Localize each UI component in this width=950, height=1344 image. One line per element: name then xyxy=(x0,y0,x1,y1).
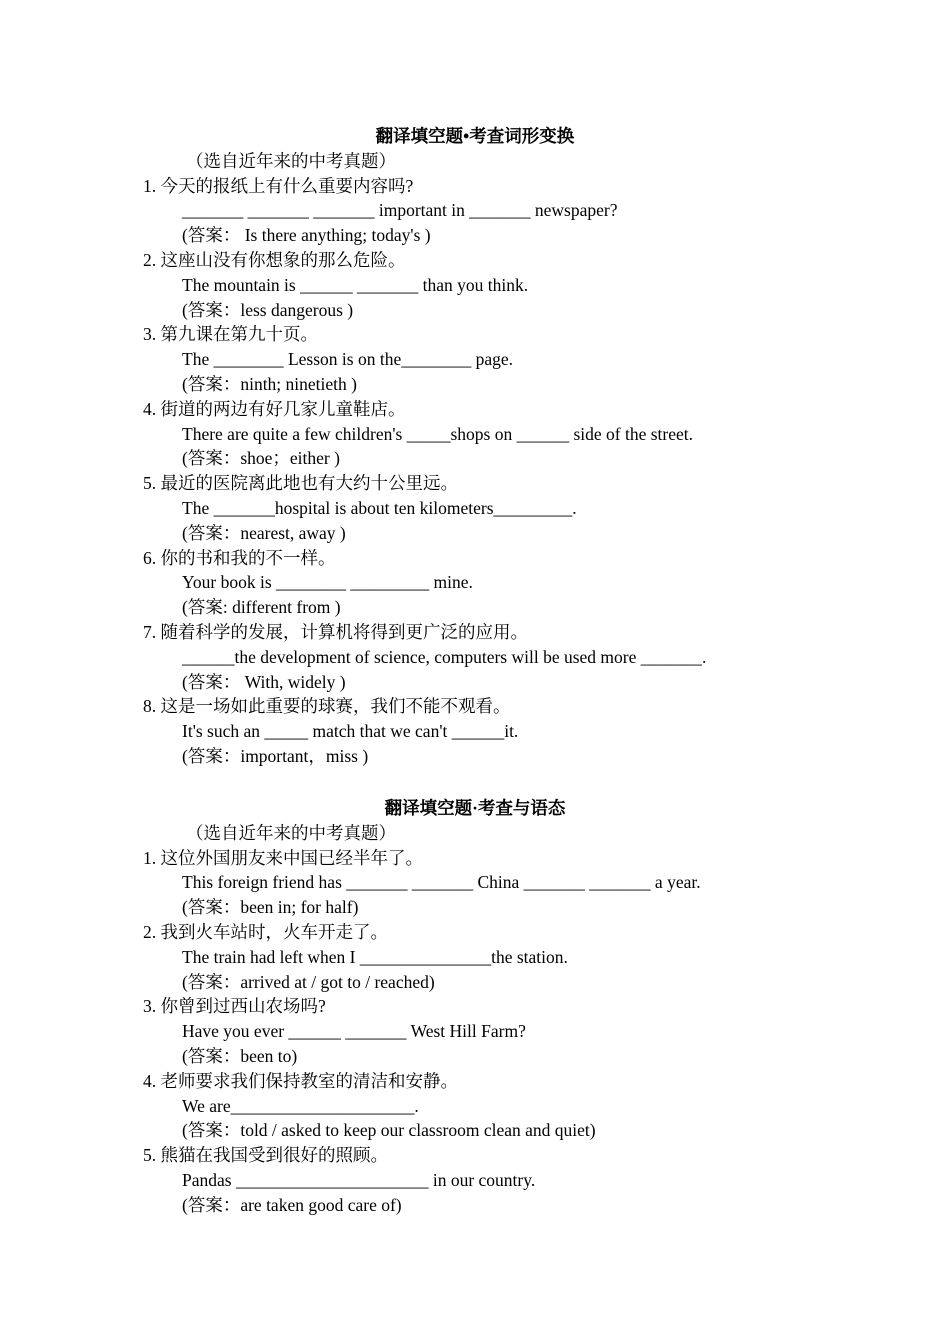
section-title: 翻译填空题•考查词形变换 xyxy=(375,126,575,146)
english-sentence: Have you ever ______ _______ West Hill Farm? xyxy=(182,1021,526,1042)
answer-text: (答案：are taken good care of) xyxy=(182,1194,402,1215)
section-source: （选自近年来的中考真题） xyxy=(186,150,396,171)
english-sentence: The _______hospital is about ten kilometers_________. xyxy=(182,497,577,518)
english-sentence: The mountain is ______ _______ than you think. xyxy=(182,274,529,295)
question-text: 2. 我到火车站时，火车开走了。 xyxy=(143,921,388,942)
question-text: 1. 今天的报纸上有什么重要内容吗? xyxy=(143,175,414,196)
answer-text: (答案：ninth; ninetieth ) xyxy=(182,373,357,394)
question-text: 3. 第九课在第九十页。 xyxy=(143,324,318,345)
question-text: 6. 你的书和我的不一样。 xyxy=(143,547,336,568)
question-text: 7. 随着科学的发展，计算机将得到更广泛的应用。 xyxy=(143,621,528,642)
english-sentence: It's such an _____ match that we can't ______it. xyxy=(182,721,519,742)
english-sentence: We are_____________________. xyxy=(182,1095,419,1116)
answer-text: (答案： Is there anything; today's ) xyxy=(182,225,431,246)
english-sentence: This foreign friend has _______ _______ China _______ _______ a year. xyxy=(182,872,701,893)
answer-text: (答案：arrived at / got to / reached) xyxy=(182,971,435,992)
section-title: 翻译填空题·考查与语态 xyxy=(384,798,566,818)
english-sentence: Pandas ______________________ in our country. xyxy=(182,1169,536,1190)
answer-text: (答案：been in; for half) xyxy=(182,897,359,918)
answer-text: (答案：shoe；either ) xyxy=(182,448,340,469)
answer-text: (答案：less dangerous ) xyxy=(182,299,354,320)
question-text: 4. 街道的两边有好几家儿童鞋店。 xyxy=(143,398,406,419)
question-text: 2. 这座山没有你想象的那么危险。 xyxy=(143,249,406,270)
question-text: 5. 最近的医院离此地也有大约十公里远。 xyxy=(143,473,458,494)
answer-text: (答案：important，miss ) xyxy=(182,745,369,766)
english-sentence: ______the development of science, computers will be used more _______. xyxy=(182,646,707,667)
section-word-formation xyxy=(0,124,950,769)
question-text: 4. 老师要求我们保持教室的清洁和安静。 xyxy=(143,1070,458,1091)
section-source: （选自近年来的中考真题） xyxy=(186,822,396,843)
english-sentence: The ________ Lesson is on the________ page. xyxy=(182,349,513,370)
section-voice xyxy=(0,796,950,1218)
question-text: 3. 你曾到过西山农场吗? xyxy=(143,996,326,1017)
question-text: 8. 这是一场如此重要的球赛，我们不能不观看。 xyxy=(143,696,511,717)
question-text: 5. 熊猫在我国受到很好的照顾。 xyxy=(143,1145,388,1166)
answer-text: (答案: different from ) xyxy=(182,597,341,618)
answer-text: (答案：told / asked to keep our classroom clean and quiet) xyxy=(182,1120,596,1141)
english-sentence: There are quite a few children's _____shops on ______ side of the street. xyxy=(182,423,693,444)
answer-text: (答案： With, widely ) xyxy=(182,671,346,692)
english-sentence: The train had left when I _______________the station. xyxy=(182,946,568,967)
english-sentence: _______ _______ _______ important in _______ newspaper? xyxy=(182,200,618,221)
english-sentence: Your book is ________ _________ mine. xyxy=(182,572,473,593)
answer-text: (答案：nearest, away ) xyxy=(182,522,346,543)
question-text: 1. 这位外国朋友来中国已经半年了。 xyxy=(143,847,423,868)
answer-text: (答案：been to) xyxy=(182,1045,298,1066)
